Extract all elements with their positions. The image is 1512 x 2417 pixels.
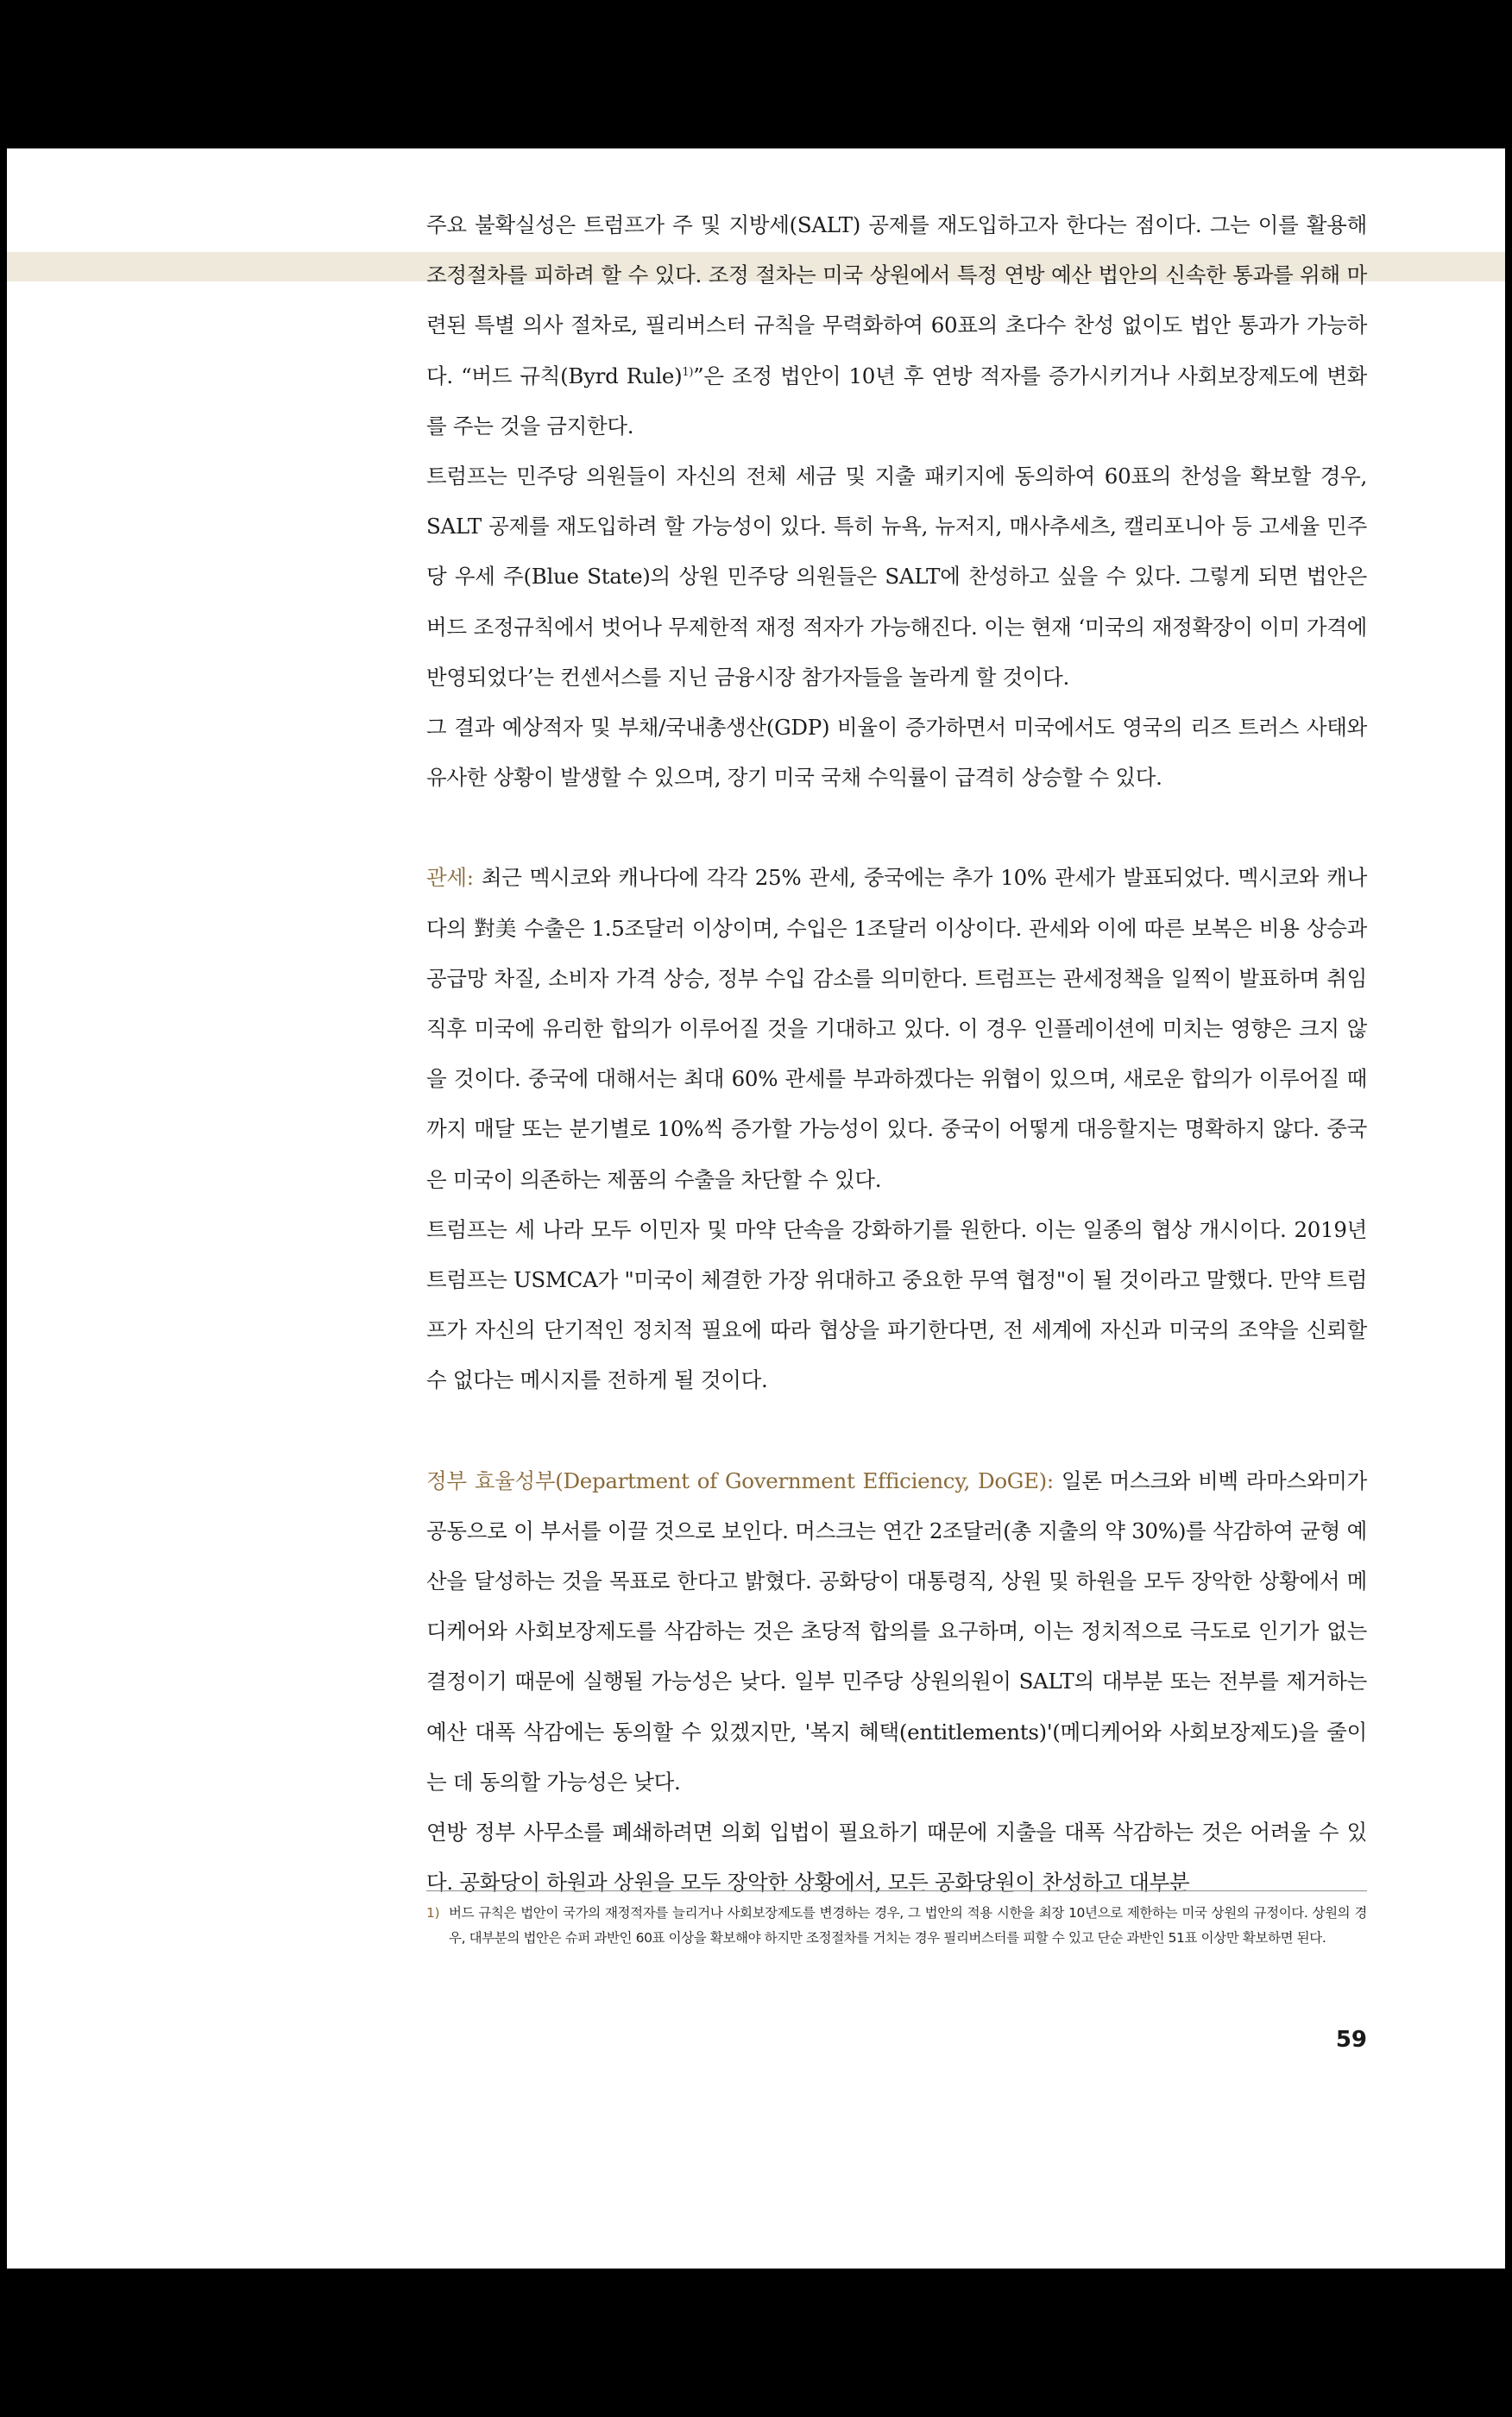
section-gap bbox=[426, 803, 1367, 853]
body-text bbox=[426, 200, 1367, 1909]
paragraph-text: 최근 멕시코와 캐나다에 각각 25% 관세, 중국에는 추가 10% 관세가 발표되었다. 멕시코와 캐나다의 對美 수출은 1.5조달러 이상이며, 수입은 1조달러 이상이다. 관세와 이에 따른 보복은 비용 상승과 공급망 차질, 소비자 가격 상승, 정부 수입 감소를 의미한다. 트럼프는 관세정책을 일찍이 발표하며 취임 직후 미국에 유리한 합의가 이루어질 것을 기대하고 있다. 이 경우 인플레이션에 미치는 영향은 크지 않을 것이다. 중국에 대해서는 최대 60% 관세를 부과하겠다는 위협이 있으며, 새로운 합의가 이루어질 때까지 매달 또는 분기별로 10%씩 증가할 가능성이 있다. 중국이 어떻게 대응할지는 명확하지 않다. 중국은 미국이 의존하는 제품의 수출을 차단할 수 있다. bbox=[426, 865, 1367, 1192]
paragraph: 연방 정부 사무소를 폐쇄하려면 의회 입법이 필요하기 때문에 지출을 대폭 삭감하는 것은 어려울 수 있다. 공화당이 하원과 상원을 모두 장악한 상황에서, 모든 공화당원이 찬성하고 대부분 bbox=[426, 1820, 1367, 1896]
section-keyword: 정부 효율성부(Department of Government Efficiency, DoGE): bbox=[426, 1467, 1054, 1493]
footnote bbox=[426, 1901, 1367, 1951]
footnote-reference[interactable]: 1) bbox=[682, 365, 694, 379]
paragraph bbox=[426, 1456, 1367, 1808]
footnote-text: 버드 규칙은 법안이 국가의 재정적자를 늘리거나 사회보장제도를 변경하는 경우, 그 법안의 적용 시한을 최장 10년으로 제한하는 미국 상원의 규정이다. 상원의 경우, 대부분의 법안은 슈퍼 과반인 60표 이상을 확보해야 하지만 조정절차를 거치는 경우 필리버스터를 피할 수 있고 단순 과반인 51표 이상만 확보하면 된다. bbox=[449, 1905, 1367, 1946]
section-keyword: 관세: bbox=[426, 865, 474, 891]
paragraph: 트럼프는 세 나라 모두 이민자 및 마약 단속을 강화하기를 원한다. 이는 일종의 협상 개시이다. 2019년 트럼프는 USMCA가 "미국이 체결한 가장 위대하고 중요한 무역 협정"이 될 것이라고 말했다. 만약 트럼프가 자신의 단기적인 정치적 필요에 따라 협상을 파기한다면, 전 세계에 자신과 미국의 조약을 신뢰할 수 없다는 메시지를 전하게 될 것이다. bbox=[426, 1216, 1367, 1393]
paragraph bbox=[426, 200, 1367, 451]
paragraph-text: ”은 조정 법안이 10년 후 연방 적자를 증가시키거나 사회보장제도에 변화를 주는 것을 금지한다. bbox=[426, 363, 1367, 439]
footnote-number: 1) bbox=[426, 1905, 440, 1921]
section-gap bbox=[426, 1406, 1367, 1456]
paragraph-text: 주요 불확실성은 트럼프가 주 및 지방세(SALT) 공제를 재도입하고자 한다는 점이다. 그는 이를 활용해 조정절차를 피하려 할 수 있다. 조정 절차는 미국 상원에서 특정 연방 예산 법안의 신속한 통과를 위해 마련된 특별 의사 절차로, 필리버스터 규칙을 무력화하여 60표의 초다수 찬성 없이도 법안 통과가 가능하다. “버드 규칙(Byrd Rule) bbox=[426, 212, 1367, 388]
paragraph bbox=[426, 853, 1367, 1204]
page-number: 59 bbox=[1335, 2027, 1367, 2053]
paragraph-text: 일론 머스크와 비벡 라마스와미가 공동으로 이 부서를 이끌 것으로 보인다. 머스크는 연간 2조달러(총 지출의 약 30%)를 삭감하여 균형 예산을 달성하는 것을 목표로 한다고 밝혔다. 공화당이 대통령직, 상원 및 하원을 모두 장악한 상황에서 메디케어와 사회보장제도를 삭감하는 것은 초당적 합의를 요구하며, 이는 정치적으로 극도로 인기가 없는 결정이기 때문에 실행될 가능성은 낮다. 일부 민주당 상원의원이 SALT의 대부분 또는 전부를 제거하는 예산 대폭 삭감에는 동의할 수 있겠지만, '복지 혜택(entitlements)'(메디케어와 사회보장제도)을 줄이는 데 동의할 가능성은 낮다. bbox=[426, 1467, 1367, 1795]
footnote-divider bbox=[426, 1890, 1367, 1891]
paragraph: 그 결과 예상적자 및 부채/국내총생산(GDP) 비율이 증가하면서 미국에서도 영국의 리즈 트러스 사태와 유사한 상황이 발생할 수 있으며, 장기 미국 국채 수익률이 급격히 상승할 수 있다. bbox=[426, 715, 1367, 791]
paragraph: 트럼프는 민주당 의원들이 자신의 전체 세금 및 지출 패키지에 동의하여 60표의 찬성을 확보할 경우, SALT 공제를 재도입하려 할 가능성이 있다. 특히 뉴욕, 뉴저지, 매사추세츠, 캘리포니아 등 고세율 민주당 우세 주(Blue State)의 상원 민주당 의원들은 SALT에 찬성하고 싶을 수 있다. 그렇게 되면 법안은 버드 조정규칙에서 벗어나 무제한적 재정 적자가 가능해진다. 이는 현재 ‘미국의 재정확장이 이미 가격에 반영되었다’는 컨센서스를 지닌 금융시장 참가자들을 놀라게 할 것이다. bbox=[426, 464, 1367, 690]
